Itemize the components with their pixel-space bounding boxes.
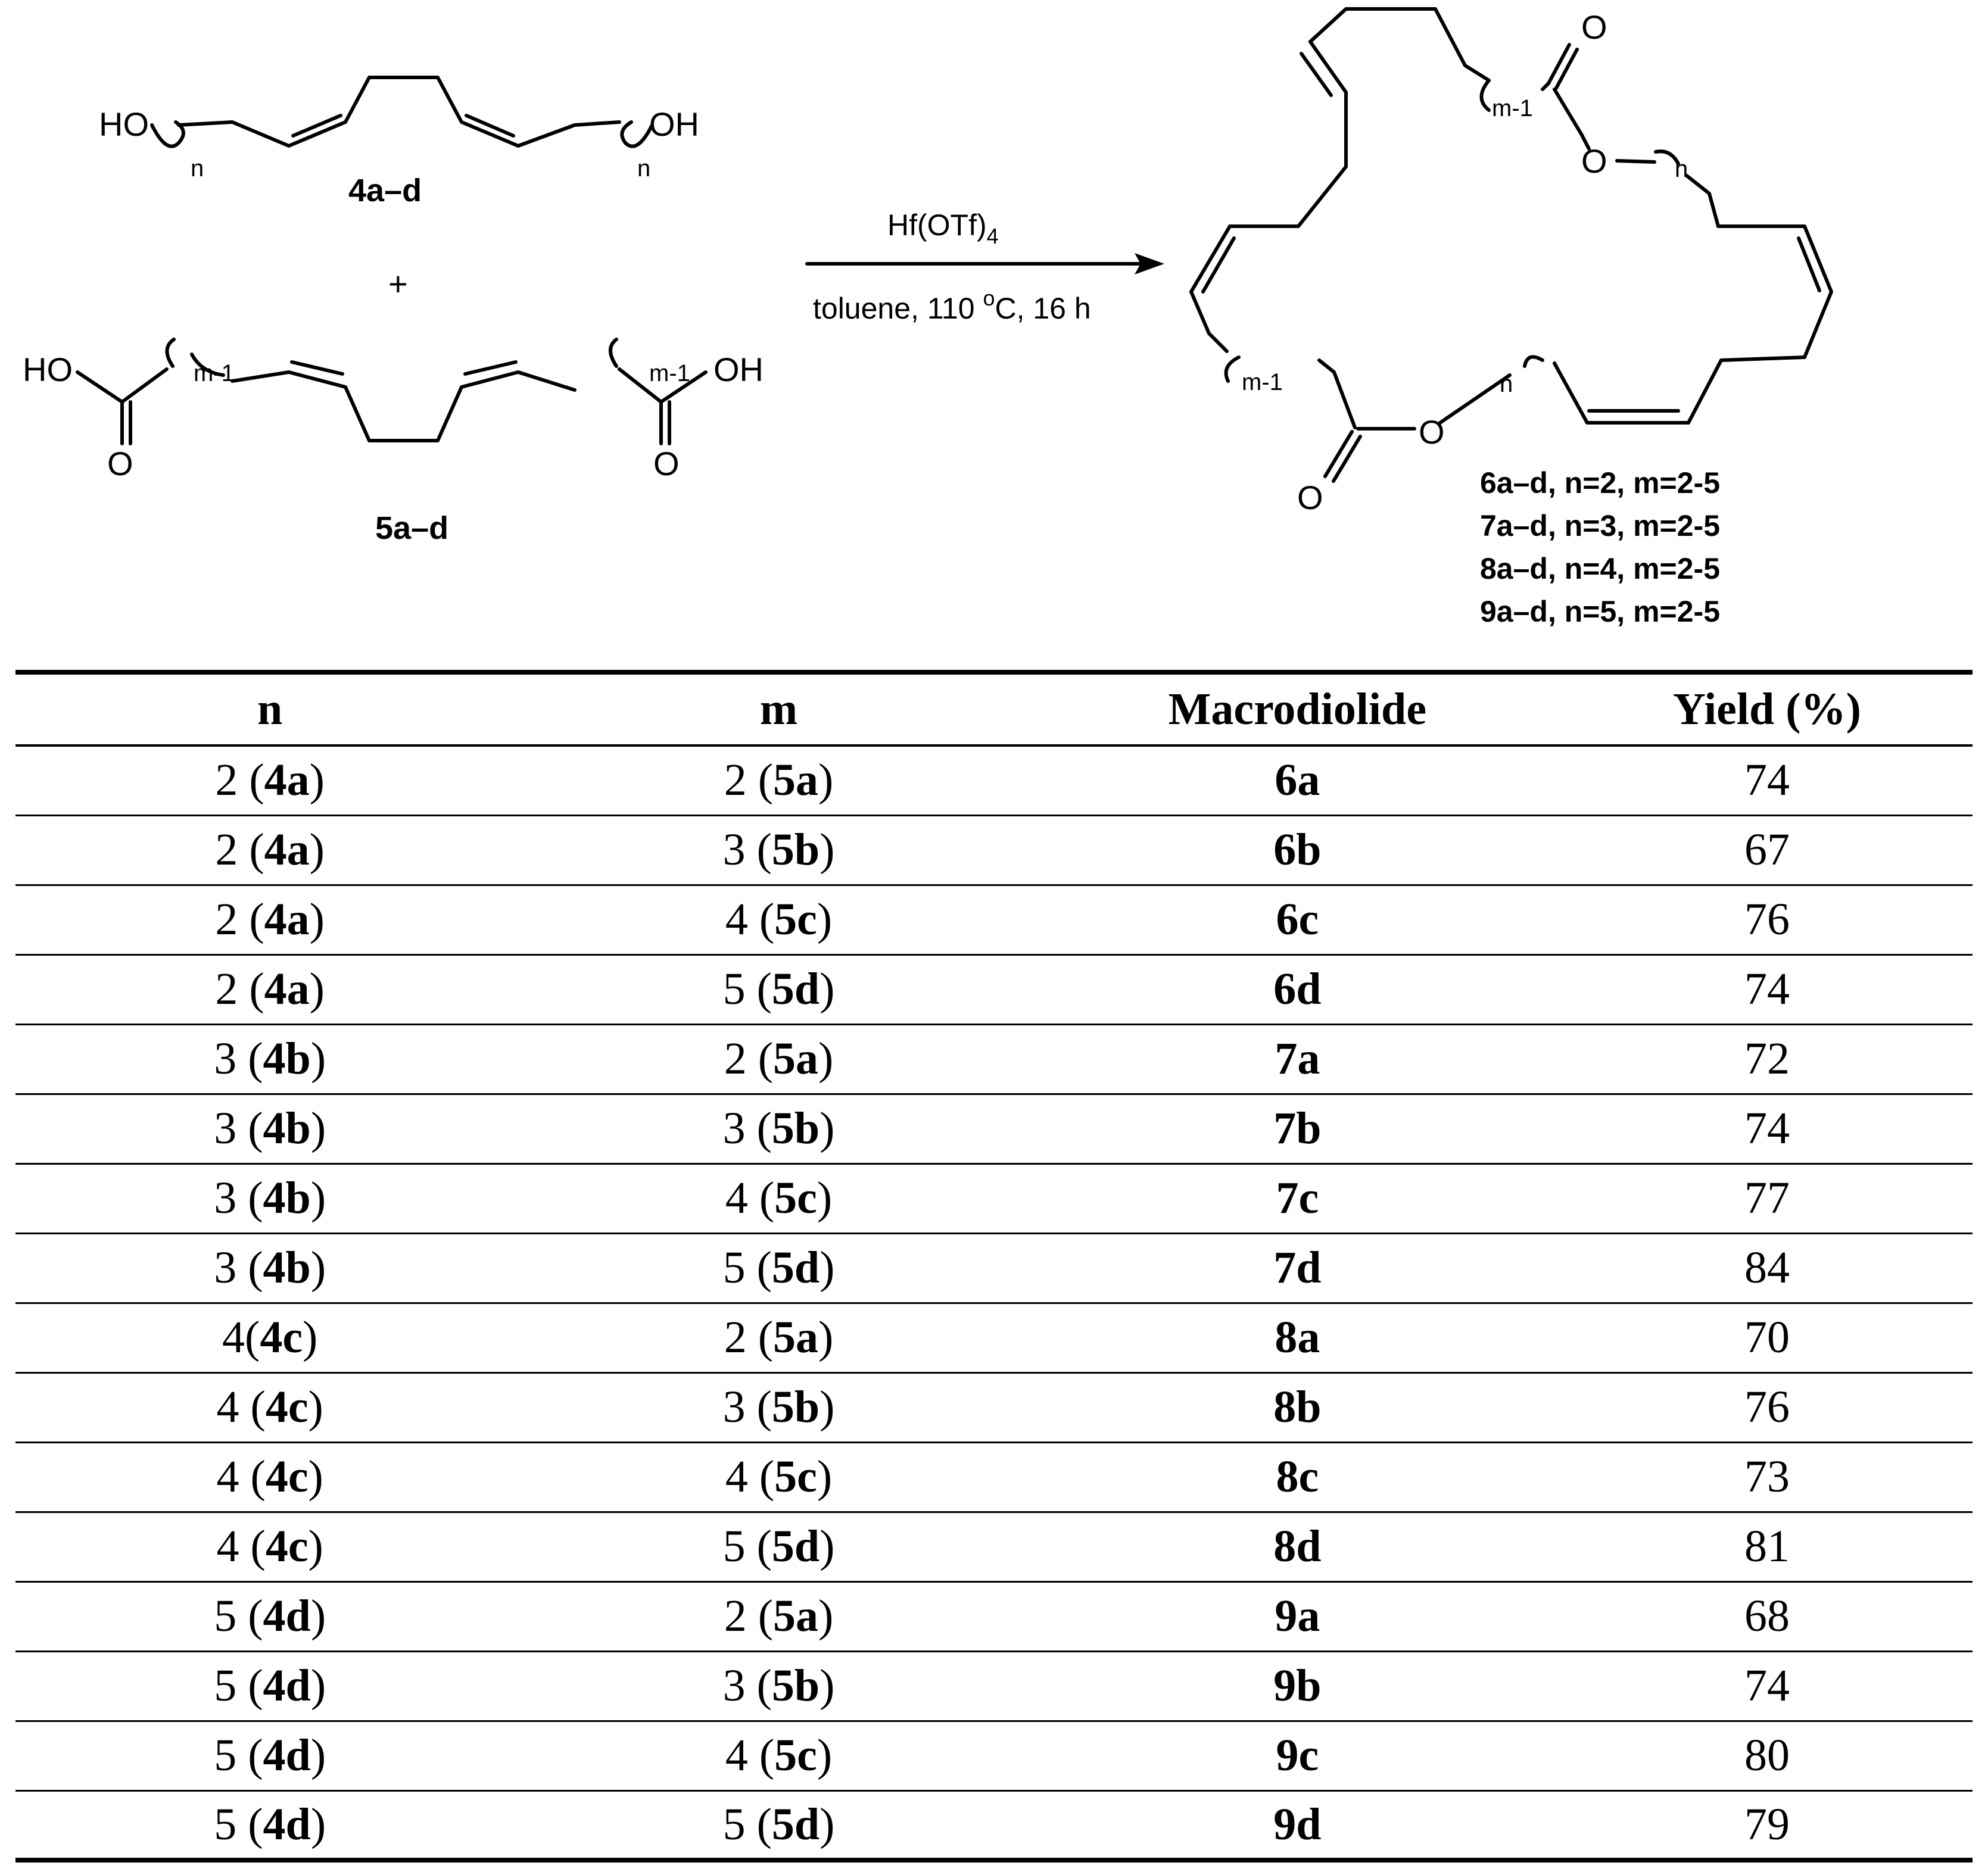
cell-m: 5 (5d) xyxy=(722,1799,835,1849)
cell-macrodiolide: 9c xyxy=(1276,1730,1319,1780)
diol-compound-label: 4a–d xyxy=(348,173,422,208)
results-table xyxy=(15,670,1973,1862)
cell-yield: 70 xyxy=(1744,1312,1790,1362)
cell-m: 2 (5a) xyxy=(724,755,834,806)
cell-yield: 81 xyxy=(1744,1521,1790,1571)
cell-n: 4 (4c) xyxy=(216,1521,323,1571)
cell-n: 2 (4a) xyxy=(215,894,325,944)
cell-yield: 76 xyxy=(1744,894,1790,944)
table-header xyxy=(15,672,1973,745)
cell-yield: 77 xyxy=(1744,1173,1790,1223)
cell-n: 2 (4a) xyxy=(215,825,325,875)
table-row xyxy=(15,745,1973,815)
cell-yield: 74 xyxy=(1744,1103,1790,1153)
results-table-container xyxy=(15,670,1973,1862)
cell-macrodiolide: 7a xyxy=(1275,1034,1320,1084)
header-yield: Yield (%) xyxy=(1673,684,1861,734)
cell-n: 2 (4a) xyxy=(215,755,325,806)
product-label-6: 6a–d, n=2, m=2-5 xyxy=(1480,466,1721,500)
cell-m: 3 (5b) xyxy=(722,1382,835,1432)
cell-yield: 74 xyxy=(1744,964,1790,1014)
product-o-bottom: O xyxy=(1297,479,1323,516)
cell-m: 5 (5d) xyxy=(722,964,835,1014)
table-row xyxy=(15,1442,1973,1512)
table-row xyxy=(15,1024,1973,1094)
cell-macrodiolide: 6a xyxy=(1275,755,1320,806)
diacid-m-right: m-1 xyxy=(649,360,690,386)
cell-macrodiolide: 9a xyxy=(1275,1591,1320,1641)
cell-n: 5 (4d) xyxy=(214,1799,326,1849)
table-row xyxy=(15,1790,1973,1860)
cell-yield: 74 xyxy=(1744,1661,1790,1711)
header-row xyxy=(15,672,1973,745)
cell-yield: 68 xyxy=(1744,1591,1790,1641)
cell-macrodiolide: 7c xyxy=(1276,1173,1319,1223)
cell-yield: 80 xyxy=(1744,1730,1790,1780)
cell-n: 5 (4d) xyxy=(214,1730,326,1780)
cell-m: 3 (5b) xyxy=(722,825,835,875)
table-row xyxy=(15,1581,1973,1651)
table-row xyxy=(15,1651,1973,1721)
cell-yield: 72 xyxy=(1744,1034,1790,1084)
product-o-ester-bottom: O xyxy=(1419,413,1445,451)
cell-macrodiolide: 8d xyxy=(1273,1521,1322,1571)
cell-n: 4 (4c) xyxy=(216,1382,323,1432)
diol-n-left: n xyxy=(191,155,204,182)
cell-m: 2 (5a) xyxy=(724,1591,834,1641)
cell-m: 3 (5b) xyxy=(722,1103,835,1153)
cell-n: 3 (4b) xyxy=(214,1103,326,1153)
table-row xyxy=(15,1094,1973,1163)
diacid-structure xyxy=(23,339,764,546)
table-row xyxy=(15,815,1973,885)
cell-macrodiolide: 8b xyxy=(1273,1382,1322,1432)
product-o-top: O xyxy=(1581,8,1607,46)
product-label-9: 9a–d, n=5, m=2-5 xyxy=(1480,595,1721,628)
cell-yield: 79 xyxy=(1744,1799,1790,1849)
diol-oh-label: OH xyxy=(649,105,699,143)
header-macrodiolide: Macrodiolide xyxy=(1168,684,1427,734)
table-row xyxy=(15,1512,1973,1581)
cell-n: 3 (4b) xyxy=(214,1243,326,1293)
cell-m: 5 (5d) xyxy=(722,1243,835,1293)
diol-ho-label: HO xyxy=(99,105,149,143)
cell-m: 4 (5c) xyxy=(725,1452,833,1502)
plus-sign: + xyxy=(388,265,408,302)
cell-yield: 67 xyxy=(1744,825,1790,875)
diacid-oh-label: OH xyxy=(713,351,764,388)
table-body xyxy=(15,745,1973,1860)
catalyst-label: $Hf(OTf)_4$ xyxy=(887,208,999,248)
cell-n: 2 (4a) xyxy=(215,964,325,1014)
cell-macrodiolide: 6d xyxy=(1273,964,1322,1014)
diol-n-right: n xyxy=(637,155,651,182)
reaction-conditions xyxy=(807,208,1164,325)
cell-m: 4 (5c) xyxy=(725,1173,833,1223)
cell-n: 4(4c) xyxy=(222,1312,318,1362)
diacid-ho-label: HO xyxy=(23,351,73,388)
diacid-m-left: m-1 xyxy=(194,360,235,386)
cell-yield: 74 xyxy=(1744,755,1790,806)
table-row xyxy=(15,954,1973,1024)
table-row xyxy=(15,1163,1973,1233)
header-m: m xyxy=(759,684,798,734)
cell-n: 5 (4d) xyxy=(214,1591,326,1641)
product-m-top: m-1 xyxy=(1492,95,1533,121)
table-row xyxy=(15,1303,1973,1372)
cell-m: 3 (5b) xyxy=(722,1661,835,1711)
cell-macrodiolide: 8a xyxy=(1275,1312,1320,1362)
product-n-bottom: n xyxy=(1500,371,1513,397)
product-m-bottom: m-1 xyxy=(1242,369,1283,395)
cell-yield: 84 xyxy=(1744,1243,1790,1293)
header-n: n xyxy=(257,684,283,734)
reaction-scheme xyxy=(0,0,1988,655)
cell-macrodiolide: 9d xyxy=(1273,1799,1322,1849)
conditions-label: toluene, 110 $^o$C, 16 h xyxy=(813,286,1091,325)
diacid-o-left: O xyxy=(107,445,133,482)
cell-macrodiolide: 6b xyxy=(1273,825,1322,875)
cell-macrodiolide: 7d xyxy=(1273,1243,1322,1293)
cell-macrodiolide: 9b xyxy=(1273,1661,1322,1711)
cell-n: 3 (4b) xyxy=(214,1173,326,1223)
cell-n: 3 (4b) xyxy=(214,1034,326,1084)
cell-m: 4 (5c) xyxy=(725,894,833,944)
cell-macrodiolide: 6c xyxy=(1276,894,1319,944)
cell-yield: 76 xyxy=(1744,1382,1790,1432)
cell-macrodiolide: 7b xyxy=(1273,1103,1322,1153)
diacid-o-right: O xyxy=(653,445,680,482)
table-row xyxy=(15,885,1973,954)
table-row xyxy=(15,1372,1973,1442)
cell-m: 2 (5a) xyxy=(724,1034,834,1084)
cell-macrodiolide: 8c xyxy=(1276,1452,1319,1502)
cell-yield: 73 xyxy=(1744,1452,1790,1502)
diacid-compound-label: 5a–d xyxy=(375,510,449,546)
cell-m: 4 (5c) xyxy=(725,1730,833,1780)
product-o-ester-top: O xyxy=(1581,142,1607,180)
diol-structure xyxy=(99,77,699,208)
cell-n: 4 (4c) xyxy=(216,1452,323,1502)
cell-n: 5 (4d) xyxy=(214,1661,326,1711)
product-n-top: n xyxy=(1675,156,1688,182)
table-row xyxy=(15,1233,1973,1303)
table-row xyxy=(15,1721,1973,1790)
macrodiolide-structure xyxy=(1191,8,1831,628)
cell-m: 2 (5a) xyxy=(724,1312,834,1362)
cell-m: 5 (5d) xyxy=(722,1521,835,1571)
product-label-8: 8a–d, n=4, m=2-5 xyxy=(1480,552,1721,585)
product-label-7: 7a–d, n=3, m=2-5 xyxy=(1480,509,1721,542)
